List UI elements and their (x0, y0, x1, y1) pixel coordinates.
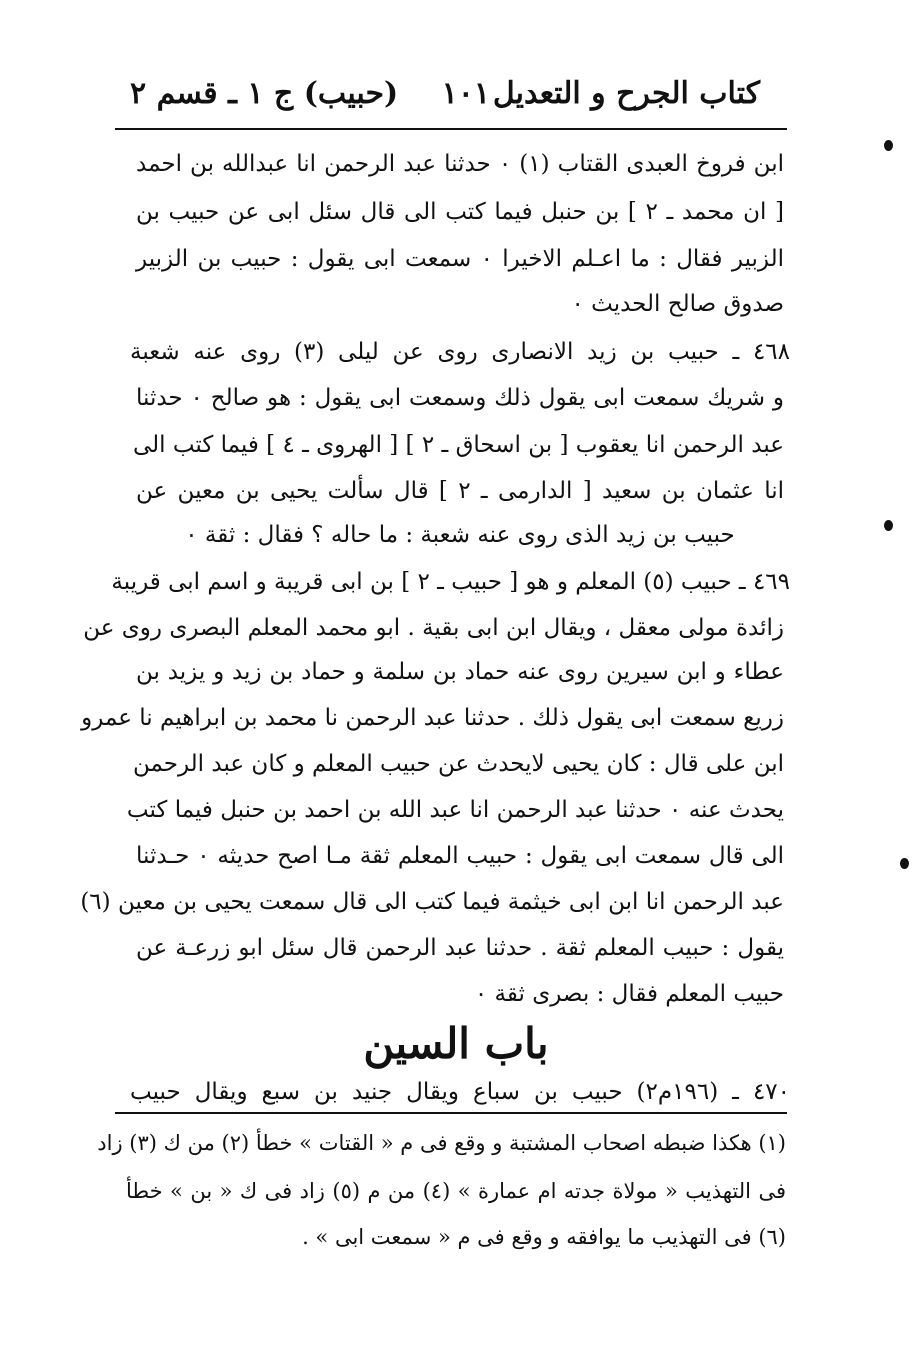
footnote-line: (١) هكذا ضبطه اصحاب المشتبة و وقع فى م « القتات » خطأ (٢) من ك (٣) زاد (97, 1131, 786, 1155)
text-line: صدوق صالح الحديث ٠ (571, 291, 784, 317)
page-number: ١٠١ (441, 76, 490, 111)
text-line: ابن فروخ العبدى القتاب (١) ٠ حدثنا عبد الرحمن انا عبدالله بن احمد (136, 151, 784, 177)
entry-468-line: ٤٦٨ ـ حبيب بن زيد الانصارى روى عن ليلى (٣) روى عنه شعبة (130, 339, 790, 365)
footnote-rule (115, 1112, 787, 1114)
text-line: حبيب المعلم فقال : بصرى ثقة ٠ (474, 981, 784, 1007)
section-marker: (حبيب) ج ١ ـ قسم ٢ (130, 76, 399, 111)
text-line: عطاء و ابن سيرين روى عنه حماد بن سلمة و حماد بن زيد و يزيد بن (136, 659, 784, 685)
text-line: عبد الرحمن انا ابن ابى خيثمة فيما كتب الى قال سمعت يحيى بن معين (٦) (80, 889, 784, 915)
margin-mark (884, 520, 893, 531)
text-line: و شريك سمعت ابى يقول ذلك وسمعت ابى يقول : هو صالح ٠ حدثنا (136, 385, 784, 411)
text-line: يقول : حبيب المعلم ثقة . حدثنا عبد الرحمن قال سئل ابو زرعـة عن (136, 935, 784, 961)
text-line: الى قال سمعت ابى يقول : حبيب المعلم ثقة مـا اصح حديثه ٠ حـدثنا (136, 843, 784, 869)
text-line: عبد الرحمن انا يعقوب [ بن اسحاق ـ ٢ ] [ الهروى ـ ٤ ] فيما كتب الى (132, 432, 784, 458)
page-header (130, 76, 760, 120)
text-line: [ ان محمد ـ ٢ ] بن حنبل فيما كتب الى قال سئل ابى عن حبيب بن (136, 199, 784, 225)
entry-469-line: ٤٦٩ ـ حبيب (٥) المعلم و هو [ حبيب ـ ٢ ] بن ابى قريبة و اسم ابى قريبة (111, 569, 790, 595)
margin-mark (900, 858, 909, 869)
text-line: ابن على قال : كان يحيى لايحدث عن حبيب المعلم و كان عبد الرحمن (132, 751, 784, 777)
text-line: حبيب بن زيد الذى روى عنه شعبة : ما حاله ؟ فقال : ثقة ٠ (185, 522, 735, 548)
margin-mark (884, 140, 893, 151)
text-line: انا عثمان بن سعيد [ الدارمى ـ ٢ ] قال سألت يحيى بن معين عن (136, 478, 784, 504)
header-rule (115, 128, 787, 130)
text-line: يحدث عنه ٠ حدثنا عبد الرحمن انا عبد الله بن احمد بن حنبل فيما كتب (126, 797, 784, 823)
book-title: كتاب الجرح و التعديل (492, 76, 760, 111)
entry-470-line: ٤٧٠ ـ (١٩٦م٢) حبيب بن سباع ويقال جنيد بن سبع ويقال حبيب (130, 1079, 790, 1105)
text-line: زائدة مولى معقل ، ويقال ابن ابى بقية . ابو محمد المعلم البصرى روى عن (83, 615, 784, 641)
footnote-line: (٦) فى التهذيب ما يوافقه و وقع فى م « سمعت ابى » . (302, 1225, 786, 1249)
chapter-title: باب السين (363, 1019, 549, 1068)
footnote-line: فى التهذيب « مولاة جدته ام عمارة » (٤) من م (٥) زاد فى ك « بن » خطأ (126, 1179, 786, 1203)
text-line: الزبير فقال : ما اعـلم الاخيرا ٠ سمعت ابى يقول : حبيب بن الزبير (136, 246, 785, 272)
text-line: زريع سمعت ابى يقول ذلك . حدثنا عبد الرحمن نا محمد بن ابراهيم نا عمرو (81, 705, 784, 731)
